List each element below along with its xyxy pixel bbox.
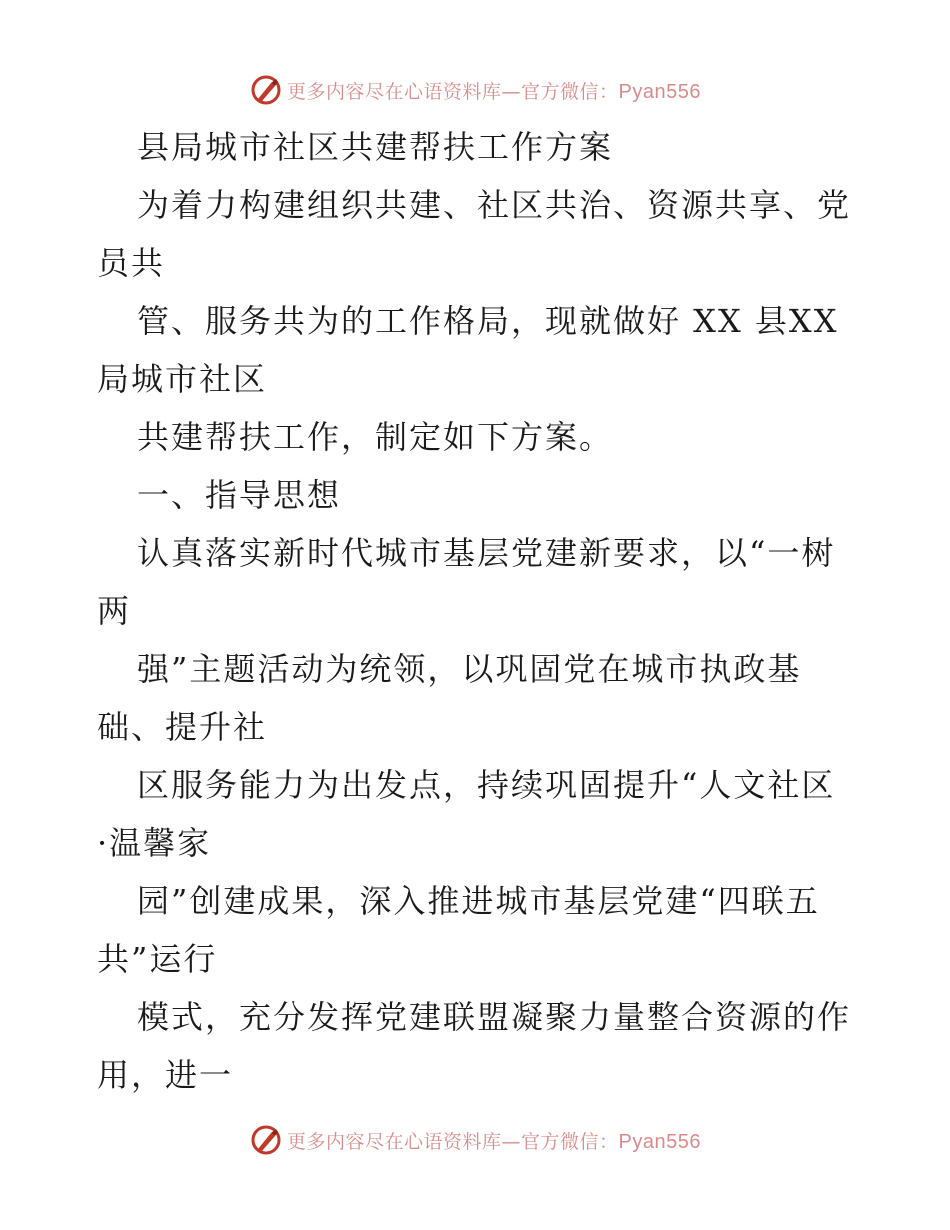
doc-line: 认真落实新时代城市基层党建新要求，以“一树 — [137, 534, 836, 572]
doc-line: 局城市社区 — [97, 360, 268, 398]
header-watermark — [0, 70, 950, 110]
doc-line: 共”运行 — [97, 940, 218, 978]
watermark-text: 更多内容尽在心语资料库—官方微信：Pyan556 — [287, 1130, 701, 1153]
document-body — [97, 118, 857, 1104]
doc-line: 管、服务共为的工作格局，现就做好 XX 县XX — [137, 302, 839, 340]
doc-title: 县局城市社区共建帮扶工作方案 — [137, 128, 614, 166]
doc-line: 为着力构建组织共建、社区共治、资源共享、党 — [137, 186, 852, 224]
doc-line: 园”创建成果，深入推进城市基层党建“四联五 — [137, 882, 820, 920]
pen-logo-icon — [249, 1123, 283, 1157]
footer-watermark — [0, 1120, 950, 1160]
section-heading: 一、指导思想 — [137, 476, 342, 514]
doc-line: 础、提升社 — [97, 708, 268, 746]
doc-line: ·温馨家 — [97, 824, 212, 862]
doc-line: 共建帮扶工作，制定如下方案。 — [137, 418, 614, 456]
doc-line: 区服务能力为出发点，持续巩固提升“人文社区 — [137, 766, 836, 804]
watermark-id: Pyan556 — [618, 1130, 701, 1153]
doc-line: 两 — [97, 592, 132, 630]
watermark-id: Pyan556 — [618, 80, 701, 103]
pen-logo-icon — [249, 73, 283, 107]
doc-line: 用，进一 — [97, 1056, 234, 1094]
doc-line: 模式，充分发挥党建联盟凝聚力量整合资源的作 — [137, 998, 852, 1036]
watermark-text: 更多内容尽在心语资料库—官方微信：Pyan556 — [287, 80, 701, 103]
doc-line: 强”主题活动为统领，以巩固党在城市执政基 — [137, 650, 802, 688]
doc-line: 员共 — [97, 244, 166, 282]
